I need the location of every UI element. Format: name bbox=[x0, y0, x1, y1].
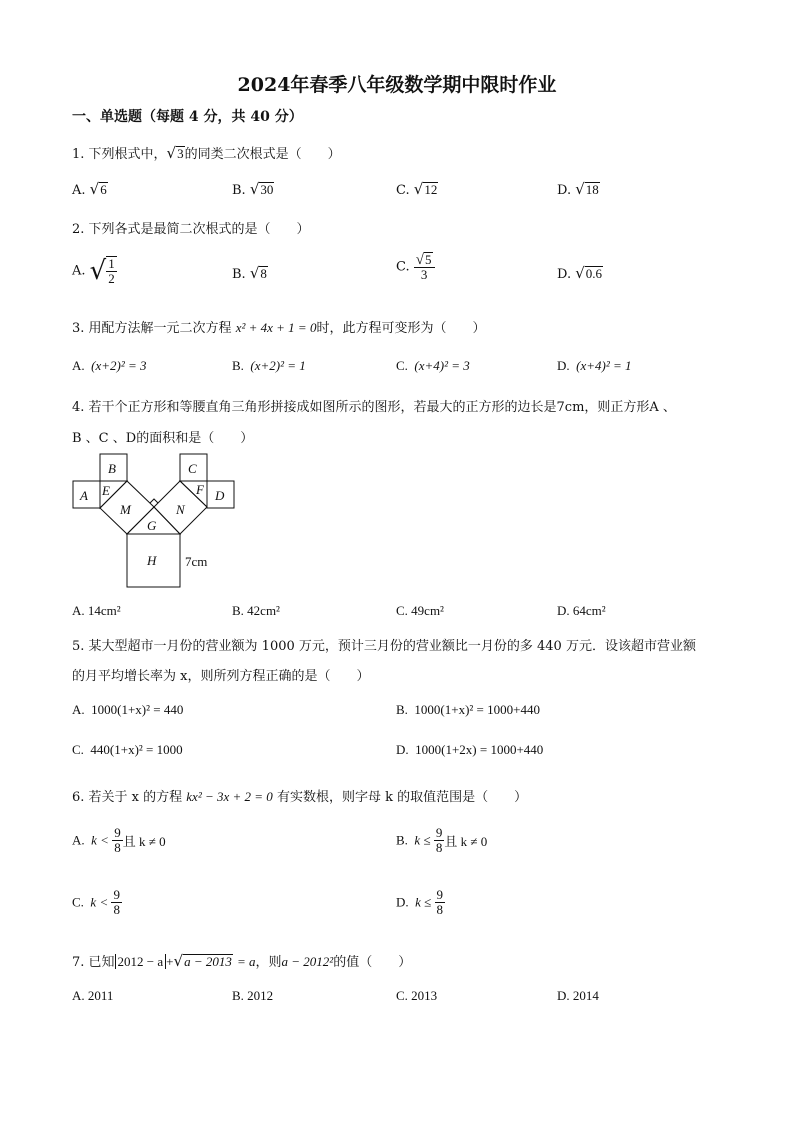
q4-option-d[interactable] bbox=[557, 603, 606, 619]
q1-option-b[interactable]: B. √30 bbox=[232, 180, 274, 198]
option-relation: k ≤ bbox=[415, 894, 432, 910]
option-radicand: 8 bbox=[260, 266, 267, 281]
question-4-line-1: 4. 若干个正方形和等腰直角三角形拼接成如图所示的图形，若最大的正方形的边长是7cm，则正方形A 、 bbox=[72, 400, 676, 415]
option-label: A. bbox=[72, 263, 86, 279]
denominator: 8 bbox=[435, 840, 443, 855]
label-G: G bbox=[147, 518, 157, 533]
q2-option-d[interactable]: D. √0.6 bbox=[557, 264, 603, 282]
option-label: D. bbox=[396, 742, 409, 757]
q6-option-d[interactable] bbox=[396, 888, 445, 917]
q2-option-b[interactable]: B. √8 bbox=[232, 264, 267, 282]
option-radicand: 6 bbox=[100, 182, 107, 197]
option-label: C. bbox=[396, 988, 408, 1003]
option-fraction bbox=[112, 826, 123, 855]
q2-option-a[interactable]: A. √ $\frac{1}{2}$ bbox=[72, 256, 115, 286]
option-text: 64cm² bbox=[572, 603, 606, 618]
label-M: M bbox=[120, 502, 131, 517]
q4-option-b[interactable] bbox=[232, 603, 280, 619]
q5-option-a[interactable] bbox=[72, 702, 183, 718]
option-label: B. bbox=[232, 183, 246, 198]
q3-option-a[interactable] bbox=[72, 358, 147, 374]
option-text: 440(1+x)² = 1000 bbox=[90, 742, 183, 757]
q7-expression: a − 2012² bbox=[281, 954, 334, 969]
label-A: A bbox=[80, 488, 88, 503]
q6-equation: kx² − 3x + 2 = 0 bbox=[186, 789, 273, 804]
q3-equation: x² + 4x + 1 = 0 bbox=[235, 320, 317, 335]
option-fraction bbox=[435, 888, 446, 917]
option-text: 42cm² bbox=[247, 603, 280, 618]
q1-stem-a: 1. 下列根式中， bbox=[72, 147, 167, 162]
q3-option-c[interactable] bbox=[396, 358, 470, 374]
label-E: E bbox=[102, 483, 110, 498]
option-label: C. bbox=[72, 894, 84, 910]
numerator: 9 bbox=[114, 825, 121, 840]
denominator: 8 bbox=[436, 902, 444, 917]
q1-option-d[interactable]: D. √18 bbox=[557, 180, 599, 198]
q7-equals: = a bbox=[236, 954, 256, 969]
option-fraction bbox=[106, 256, 117, 286]
option-text: 2012 bbox=[247, 988, 274, 1003]
q3-option-b[interactable] bbox=[232, 358, 306, 374]
option-label: C. bbox=[396, 183, 410, 198]
option-label: D. bbox=[557, 267, 572, 282]
squares-triangles-figure bbox=[70, 452, 250, 592]
q6-option-a[interactable] bbox=[72, 826, 166, 855]
option-relation: k < bbox=[90, 894, 109, 910]
label-F: F bbox=[196, 482, 204, 497]
question-6-stem bbox=[72, 786, 527, 805]
label-C: C bbox=[188, 461, 197, 476]
q7-stem-c: 的值（ ） bbox=[333, 955, 412, 970]
option-text: (x+4)² = 3 bbox=[414, 358, 470, 373]
question-2-stem: 2. 下列各式是最简二次根式的是（ ） bbox=[72, 222, 310, 237]
option-label: B. bbox=[232, 267, 246, 282]
option-label: D. bbox=[557, 988, 570, 1003]
right-angle-mark bbox=[150, 499, 158, 503]
option-fraction: $\frac{√5}{3}$ bbox=[414, 252, 435, 282]
option-label: D. bbox=[557, 183, 572, 198]
side-length-label: 7cm bbox=[185, 554, 208, 569]
q7-option-d[interactable] bbox=[557, 988, 599, 1004]
option-label: A. bbox=[72, 988, 85, 1003]
label-D: D bbox=[215, 488, 225, 503]
option-radicand: 12 bbox=[424, 182, 438, 197]
page-title: 2024年春季八年级数学期中限时作业 bbox=[237, 74, 557, 96]
q7-option-a[interactable] bbox=[72, 988, 113, 1004]
option-radicand: 30 bbox=[260, 182, 274, 197]
option-radicand: 0.6 bbox=[585, 266, 603, 281]
option-label: C. bbox=[72, 742, 84, 757]
q6-option-c[interactable] bbox=[72, 888, 122, 917]
q2-option-c[interactable] bbox=[396, 252, 435, 282]
option-label: C. bbox=[396, 603, 408, 618]
q1-stem-b: 的同类二次根式是（ ） bbox=[184, 147, 341, 162]
q4-option-a[interactable] bbox=[72, 603, 121, 619]
q7-stem-a: 7. 已知 bbox=[72, 955, 115, 970]
option-label: B. bbox=[232, 358, 244, 373]
option-label: B. bbox=[396, 702, 408, 717]
denominator: 2 bbox=[108, 271, 115, 286]
q4-option-c[interactable] bbox=[396, 603, 444, 619]
option-text: 2011 bbox=[87, 988, 114, 1003]
q6-option-b[interactable] bbox=[396, 826, 487, 855]
q5-option-d[interactable] bbox=[396, 742, 543, 758]
numerator: 9 bbox=[113, 887, 120, 902]
q7-stem-b: ，则 bbox=[255, 955, 282, 970]
option-text: 2014 bbox=[572, 988, 599, 1003]
question-1-stem: 1. 下列根式中，√3的同类二次根式是（ ） bbox=[72, 144, 341, 162]
numerator: 1 bbox=[108, 256, 115, 271]
option-label: A. bbox=[72, 603, 85, 618]
q6-stem-b: 有实数根，则字母 k 的取值范围是（ ） bbox=[276, 790, 528, 805]
option-radicand: 18 bbox=[585, 182, 599, 197]
question-5-line-2: 的月平均增长率为 x，则所列方程正确的是（ ） bbox=[72, 669, 370, 684]
q6-stem-a: 6. 若关于 x 的方程 bbox=[72, 790, 183, 805]
label-N: N bbox=[176, 502, 185, 517]
option-condition: 且 k ≠ 0 bbox=[444, 834, 488, 849]
option-relation: k < bbox=[91, 832, 109, 848]
numerator: 9 bbox=[435, 825, 443, 840]
label-B: B bbox=[108, 461, 116, 476]
numerator: 5 bbox=[425, 252, 432, 267]
question-4-line-2: B 、C 、D的面积和是（ ） bbox=[72, 431, 254, 446]
option-label: A. bbox=[72, 832, 85, 848]
option-fraction bbox=[434, 826, 445, 855]
label-H: H bbox=[147, 553, 157, 568]
denominator: 8 bbox=[113, 902, 120, 917]
q3-option-d[interactable] bbox=[557, 358, 632, 374]
q7-radical: a − 2013 bbox=[184, 954, 232, 969]
option-text: 14cm² bbox=[87, 603, 121, 618]
option-label: C. bbox=[396, 358, 408, 373]
option-label: B. bbox=[232, 988, 244, 1003]
denominator: 3 bbox=[420, 267, 428, 282]
numerator: 9 bbox=[436, 887, 444, 902]
option-label: C. bbox=[396, 259, 410, 275]
q1-option-a[interactable]: A. √6 bbox=[72, 180, 107, 198]
q7-option-c[interactable] bbox=[396, 988, 437, 1004]
option-text: 49cm² bbox=[411, 603, 444, 618]
option-label: A. bbox=[72, 358, 85, 373]
option-text: 1000(1+2x) = 1000+440 bbox=[415, 742, 544, 757]
option-label: D. bbox=[396, 894, 409, 910]
option-label: B. bbox=[232, 603, 244, 618]
option-text: (x+2)² = 1 bbox=[250, 358, 306, 373]
question-5-line-1: 5. 某大型超市一月份的营业额为 1000 万元，预计三月份的营业额比一月份的多 440 万元．设该超市营业额 bbox=[72, 639, 696, 654]
option-label: D. bbox=[557, 358, 570, 373]
denominator: 8 bbox=[114, 840, 121, 855]
question-3-stem bbox=[72, 317, 485, 336]
option-label: A. bbox=[72, 702, 85, 717]
option-text: (x+2)² = 3 bbox=[91, 358, 147, 373]
q7-plus: + bbox=[166, 954, 174, 969]
q7-option-b[interactable] bbox=[232, 988, 273, 1004]
option-text: 1000(1+x)² = 1000+440 bbox=[414, 702, 540, 717]
q7-absolute-value: 2012 − a bbox=[115, 954, 167, 969]
option-text: 1000(1+x)² = 440 bbox=[91, 702, 184, 717]
option-text: 2013 bbox=[411, 988, 438, 1003]
section-heading: 一、单选题（每题 4 分，共 40 分） bbox=[72, 109, 303, 125]
option-label: D. bbox=[557, 603, 570, 618]
option-fraction bbox=[111, 888, 122, 917]
option-text: (x+4)² = 1 bbox=[576, 358, 632, 373]
q1-option-c[interactable]: C. √12 bbox=[396, 180, 438, 198]
option-label: B. bbox=[396, 832, 408, 848]
q5-option-c[interactable] bbox=[72, 742, 183, 758]
q1-radicand: 3 bbox=[177, 146, 184, 161]
question-7-stem: 7. 已知 2012 − a +√a − 2013 = a，则a − 2012²的值（ ） bbox=[72, 952, 412, 970]
option-condition: 且 k ≠ 0 bbox=[122, 834, 166, 849]
option-label: A. bbox=[72, 183, 86, 198]
q3-stem-a: 3. 用配方法解一元二次方程 bbox=[72, 321, 232, 336]
q5-option-b[interactable] bbox=[396, 702, 540, 718]
q3-stem-b: 时，此方程可变形为（ ） bbox=[316, 321, 486, 336]
option-relation: k ≤ bbox=[414, 832, 431, 848]
